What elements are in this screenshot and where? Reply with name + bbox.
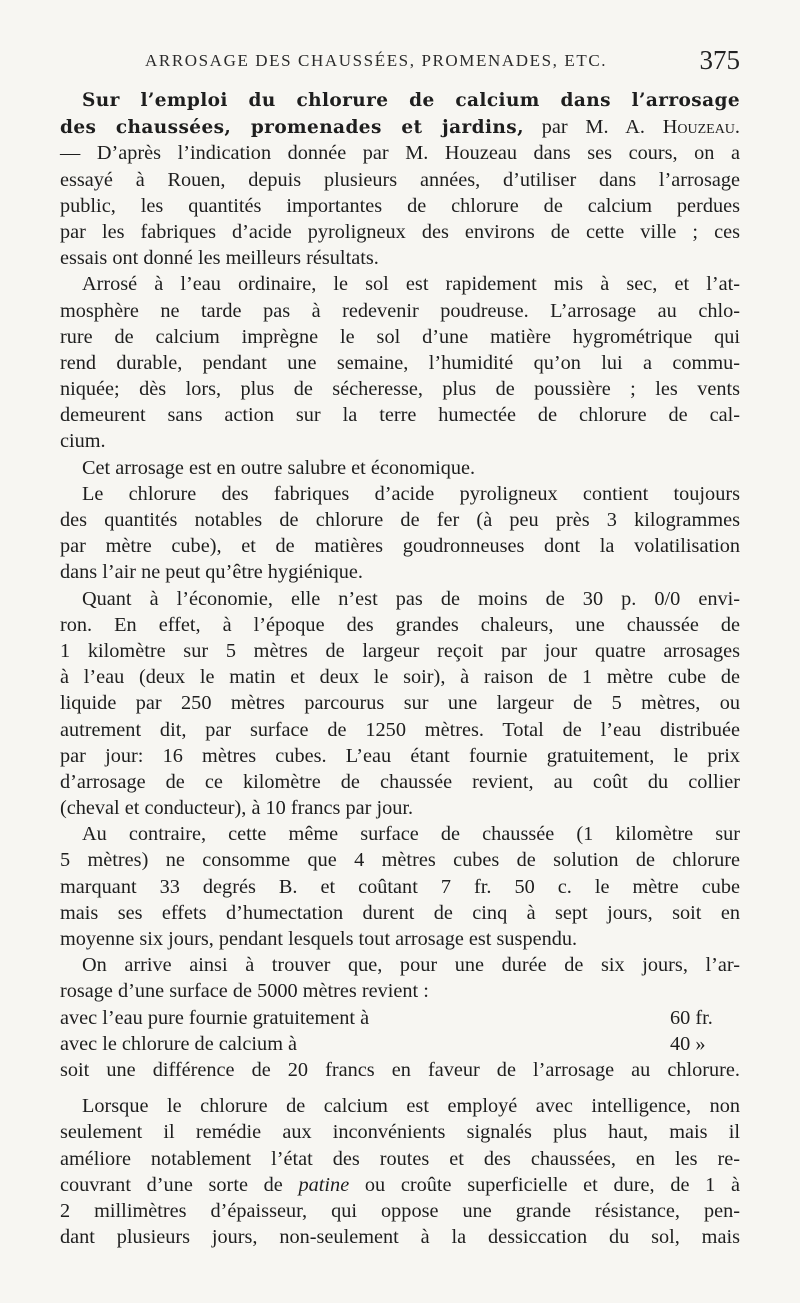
cost-row-water (60, 1005, 740, 1031)
text-line: 1 kilomètre sur 5 mètres de largeur reçoit par jour quatre arrosages (60, 639, 740, 662)
italic-term: patine (298, 1173, 350, 1196)
text-fragment: couvrant d’une sorte de (60, 1173, 299, 1196)
text-line-with-italic (60, 1172, 740, 1198)
difference-line: soit une différence de 20 francs en faveur de l’arrosage au chlorure. (60, 1058, 740, 1081)
text-line: Arrosé à l’eau ordinaire, le sol est rapidement mis à sec, et l’at- (82, 273, 740, 296)
text-line: d’arrosage de ce kilomètre de chaussée revient, au coût du collier (60, 770, 740, 793)
text-line: 5 mètres) ne consomme que 4 mètres cubes de solution de chlorure (60, 849, 740, 872)
text-line: mosphère ne tarde pas à redevenir poudreuse. L’arrosage au chlo- (60, 299, 740, 322)
text-line: — D’après l’indication donnée par M. Houzeau dans ses cours, on a (60, 142, 740, 165)
text-line: On arrive ainsi à trouver que, pour une durée de six jours, l’ar- (82, 954, 740, 977)
text-line: rosage d’une surface de 5000 mètres revient : (60, 980, 429, 1003)
page-header (145, 44, 740, 78)
text-line: liquide par 250 mètres parcourus sur une largeur de 5 mètres, ou (60, 692, 740, 715)
text-line: (cheval et conducteur), à 10 francs par jour. (60, 797, 414, 820)
text-line: par jour: 16 mètres cubes. L’eau étant fournie gratuitement, le prix (60, 744, 740, 767)
text-line: essayé à Rouen, depuis plusieurs années, d’utiliser dans l’arrosage (60, 168, 740, 191)
cost-amount: 40 » (670, 1032, 706, 1055)
text-line: essais ont donné les meilleurs résultats. (60, 247, 379, 270)
paragraph-gap (60, 1083, 740, 1093)
article-body (60, 88, 740, 1250)
text-line: seulement il remédie aux inconvénients signalés plus haut, mais il (60, 1121, 740, 1144)
text-line: par mètre cube), et de matières goudronneuses dont la volatilisation (60, 535, 740, 558)
text-line: moyenne six jours, pendant lesquels tout arrosage est suspendu. (60, 928, 578, 950)
text-line: marquant 33 degrés B. et coûtant 7 fr. 50 c. le mètre cube (60, 875, 740, 898)
page-number: 375 (699, 45, 740, 75)
running-title: ARROSAGE DES CHAUSSÉES, PROMENADES, ETC. (145, 51, 608, 70)
text-line: améliore notablement l’état des routes et des chaussées, en les re- (60, 1147, 740, 1170)
text-line: Cet arrosage est en outre salubre et économique. (82, 456, 476, 479)
cost-amount: 60 fr. (670, 1006, 713, 1029)
cost-label: avec l’eau pure fournie gratuitement à (60, 1006, 370, 1029)
text-line: des quantités notables de chlorure de fer (à peu près 3 kilogrammes (60, 509, 740, 531)
text-line: ron. En effet, à l’époque des grandes chaleurs, une chaussée de (60, 613, 740, 636)
article-title-bold: des chaussées, promenades et jardins, (60, 117, 524, 139)
text-line: 2 millimètres d’épaisseur, qui oppose une grande résistance, pen- (60, 1199, 740, 1222)
text-line: Le chlorure des fabriques d’acide pyroligneux contient toujours (82, 482, 740, 505)
text-line: demeurent sans action sur la terre humectée de chlorure de cal- (60, 404, 740, 427)
text-line: autrement dit, par surface de 1250 mètres. Total de l’eau distribuée (60, 718, 740, 741)
author-name: Houzeau. (662, 116, 740, 139)
text-fragment: ou croûte superficielle et dure, de 1 à (349, 1173, 740, 1196)
text-line: rure de calcium imprègne le sol d’une matière hygrométrique qui (60, 325, 740, 348)
text-line: rend durable, pendant une semaine, l’humidité qu’on lui a commu- (60, 351, 740, 374)
cost-label: avec le chlorure de calcium à (60, 1032, 298, 1055)
article-title-line-2 (60, 114, 740, 140)
text-line: Au contraire, cette même surface de chaussée (1 kilomètre sur (82, 823, 740, 846)
text-line: cium. (60, 430, 106, 453)
article-title-line-1: Sur l’emploi du chlorure de calcium dans l’arrosage (82, 90, 740, 111)
text-line: mais ses effets d’humectation durent de cinq à sept jours, soit en (60, 901, 740, 924)
text-line: à l’eau (deux le matin et deux le soir), à raison de 1 mètre cube de (60, 666, 740, 689)
text-line: par les fabriques d’acide pyroligneux des environs de cette ville ; ces (60, 220, 740, 243)
text-line: dans l’air ne peut qu’être hygiénique. (60, 561, 363, 584)
cost-row-chloride (60, 1031, 740, 1057)
text-line: dant plusieurs jours, non-seulement à la dessiccation du sol, mais (60, 1226, 740, 1249)
text-line: public, les quantités importantes de chlorure de calcium perdues (60, 194, 740, 217)
text-line: Quant à l’économie, elle n’est pas de moins de 30 p. 0/0 envi- (82, 587, 740, 610)
text-line: Lorsque le chlorure de calcium est employé avec intelligence, non (82, 1095, 740, 1118)
text-line: niquée; dès lors, plus de sécheresse, plus de poussière ; les vents (60, 378, 740, 401)
byline-text: par M. A. (523, 116, 663, 139)
